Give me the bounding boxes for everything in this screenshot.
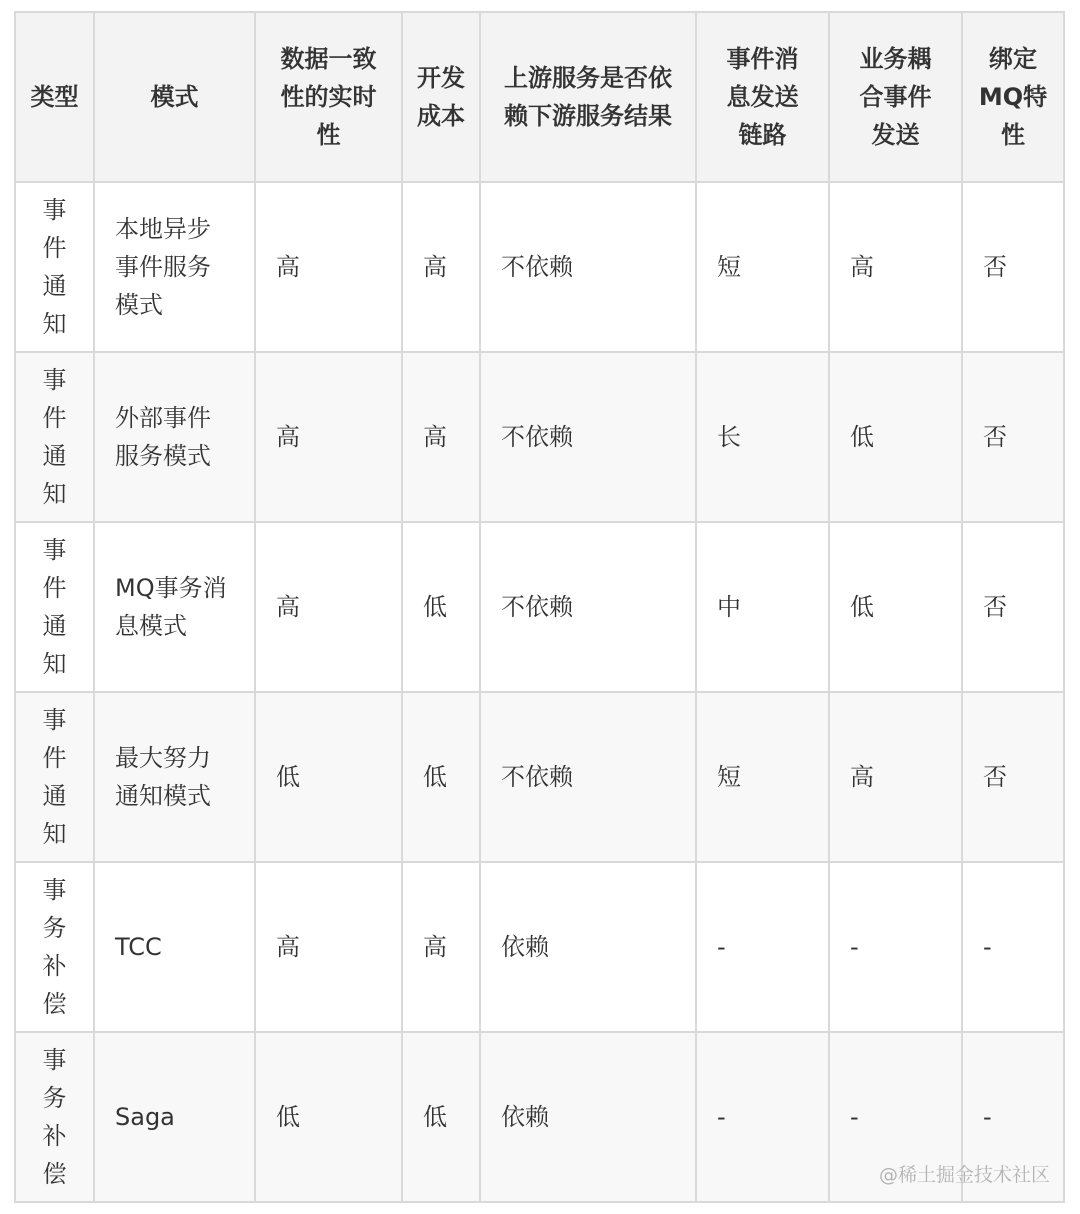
cell-dependency: 不依赖 bbox=[480, 182, 696, 352]
header-row bbox=[15, 12, 1064, 182]
cell-dependency: 依赖 bbox=[480, 1032, 696, 1202]
cell-type: 事件通知 bbox=[15, 352, 94, 522]
cell-send-chain: 短 bbox=[696, 182, 829, 352]
cell-type: 事件通知 bbox=[15, 692, 94, 862]
cell-mode: 最大努力通知模式 bbox=[94, 692, 255, 862]
header-coupling: 业务耦合事件发送 bbox=[829, 12, 962, 182]
cell-mode: MQ事务消息模式 bbox=[94, 522, 255, 692]
table-row bbox=[15, 692, 1064, 862]
cell-mq-binding: 否 bbox=[962, 692, 1064, 862]
header-consistency: 数据一致性的实时性 bbox=[255, 12, 402, 182]
cell-dev-cost: 高 bbox=[402, 862, 480, 1032]
watermark-text: @稀土掘金技术社区 bbox=[878, 1164, 1050, 1186]
cell-coupling: 高 bbox=[829, 692, 962, 862]
cell-mode: TCC bbox=[94, 862, 255, 1032]
cell-consistency: 高 bbox=[255, 862, 402, 1032]
cell-type: 事务补偿 bbox=[15, 1032, 94, 1202]
header-mode: 模式 bbox=[94, 12, 255, 182]
table-row bbox=[15, 522, 1064, 692]
cell-mode: 本地异步事件服务模式 bbox=[94, 182, 255, 352]
cell-mq-binding: - bbox=[962, 862, 1064, 1032]
cell-type: 事件通知 bbox=[15, 182, 94, 352]
header-dev-cost: 开发成本 bbox=[402, 12, 480, 182]
cell-dev-cost: 高 bbox=[402, 352, 480, 522]
cell-mq-binding: 否 bbox=[962, 182, 1064, 352]
cell-dependency: 不依赖 bbox=[480, 692, 696, 862]
comparison-table bbox=[14, 11, 1065, 1203]
cell-coupling: 高 bbox=[829, 182, 962, 352]
cell-dev-cost: 低 bbox=[402, 1032, 480, 1202]
cell-type: 事务补偿 bbox=[15, 862, 94, 1032]
cell-consistency: 高 bbox=[255, 182, 402, 352]
cell-mq-binding: - bbox=[962, 1032, 1064, 1202]
table-row bbox=[15, 862, 1064, 1032]
cell-dev-cost: 低 bbox=[402, 522, 480, 692]
cell-consistency: 低 bbox=[255, 692, 402, 862]
cell-mq-binding: 否 bbox=[962, 522, 1064, 692]
cell-consistency: 低 bbox=[255, 1032, 402, 1202]
table-row bbox=[15, 182, 1064, 352]
cell-mode: Saga bbox=[94, 1032, 255, 1202]
cell-send-chain: 短 bbox=[696, 692, 829, 862]
cell-send-chain: - bbox=[696, 1032, 829, 1202]
header-type: 类型 bbox=[15, 12, 94, 182]
cell-coupling: - bbox=[829, 862, 962, 1032]
header-dependency: 上游服务是否依赖下游服务结果 bbox=[480, 12, 696, 182]
cell-mode: 外部事件服务模式 bbox=[94, 352, 255, 522]
header-send-chain: 事件消息发送链路 bbox=[696, 12, 829, 182]
cell-type: 事件通知 bbox=[15, 522, 94, 692]
cell-dependency: 依赖 bbox=[480, 862, 696, 1032]
cell-dependency: 不依赖 bbox=[480, 352, 696, 522]
cell-consistency: 高 bbox=[255, 522, 402, 692]
cell-coupling: - bbox=[829, 1032, 962, 1202]
cell-consistency: 高 bbox=[255, 352, 402, 522]
header-mq-binding: 绑定MQ特性 bbox=[962, 12, 1064, 182]
cell-send-chain: 中 bbox=[696, 522, 829, 692]
cell-coupling: 低 bbox=[829, 352, 962, 522]
cell-send-chain: 长 bbox=[696, 352, 829, 522]
cell-send-chain: - bbox=[696, 862, 829, 1032]
cell-mq-binding: 否 bbox=[962, 352, 1064, 522]
cell-dev-cost: 高 bbox=[402, 182, 480, 352]
cell-dev-cost: 低 bbox=[402, 692, 480, 862]
cell-coupling: 低 bbox=[829, 522, 962, 692]
table-row bbox=[15, 352, 1064, 522]
cell-dependency: 不依赖 bbox=[480, 522, 696, 692]
